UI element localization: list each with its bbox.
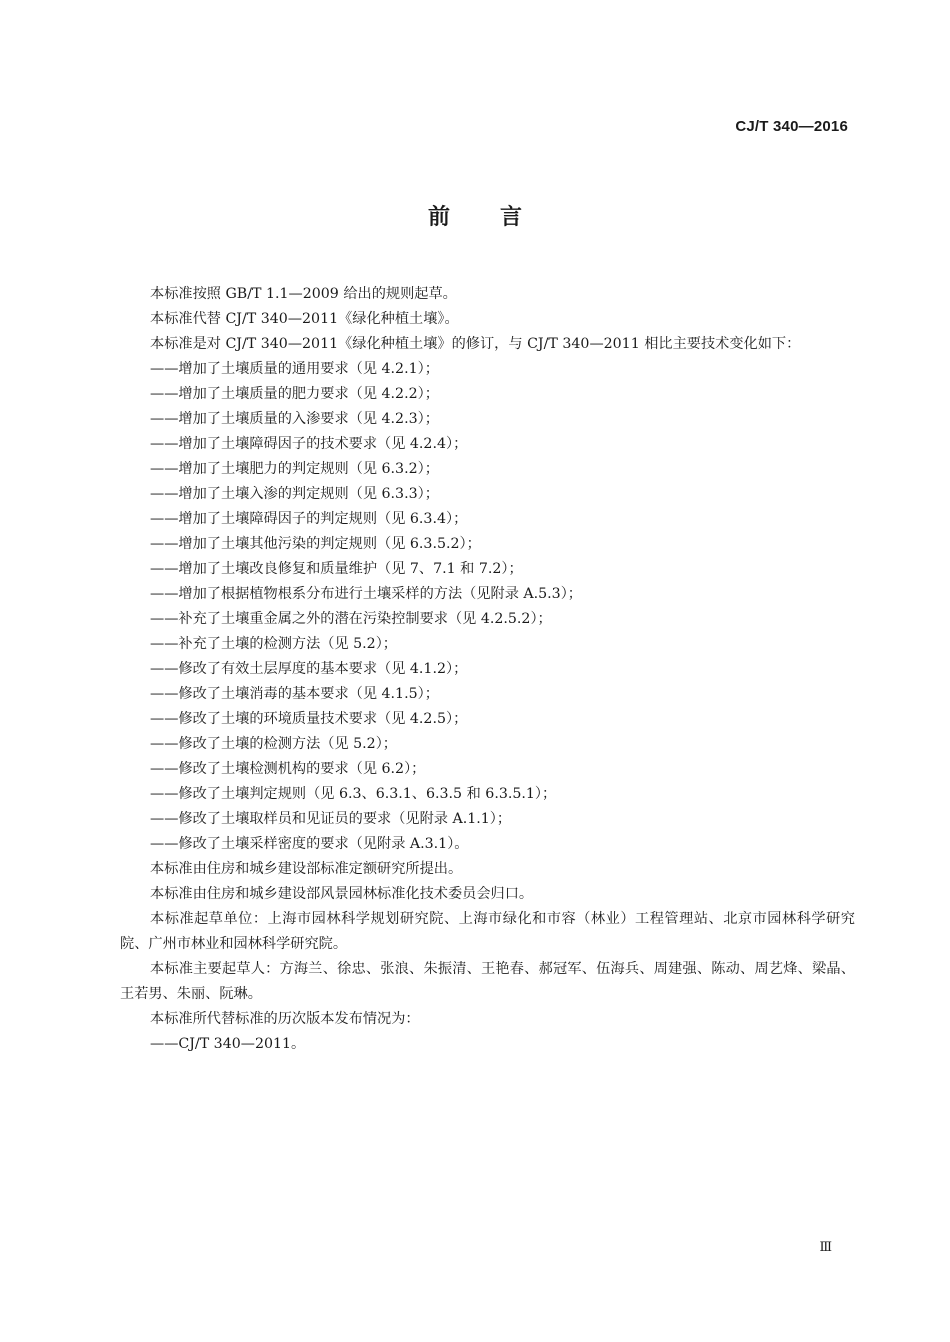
change-item: ——增加了土壤质量的通用要求（见 4.2.1）；: [150, 361, 439, 377]
change-item: ——修改了土壤采样密度的要求（见附录 A.3.1）。: [150, 836, 469, 852]
change-item: ——增加了土壤肥力的判定规则（见 6.3.2）；: [150, 461, 439, 477]
history-intro-paragraph: 本标准所代替标准的历次版本发布情况为：: [150, 1011, 420, 1027]
change-item: ——修改了土壤取样员和见证员的要求（见附录 A.1.1）；: [150, 811, 512, 827]
change-item: ——增加了土壤质量的肥力要求（见 4.2.2）；: [150, 386, 439, 402]
change-item: ——修改了有效土层厚度的基本要求（见 4.1.2）；: [150, 661, 468, 677]
change-item: ——修改了土壤检测机构的要求（见 6.2）；: [150, 761, 426, 777]
intro-paragraph: 本标准是对 CJ/T 340—2011《绿化种植土壤》的修订，与 CJ/T 340—2011 相比主要技术变化如下：: [150, 336, 801, 352]
page-number: Ⅲ: [819, 1240, 832, 1255]
change-item: ——修改了土壤的检测方法（见 5.2）；: [150, 736, 397, 752]
change-item: ——补充了土壤的检测方法（见 5.2）；: [150, 636, 397, 652]
change-item: ——增加了土壤其他污染的判定规则（见 6.3.5.2）；: [150, 536, 481, 552]
change-item: ——增加了土壤入渗的判定规则（见 6.3.3）；: [150, 486, 439, 502]
history-item: ——CJ/T 340—2011。: [150, 1036, 306, 1052]
standard-number: CJ/T 340—2016: [735, 118, 848, 135]
intro-paragraph: 本标准按照 GB/T 1.1—2009 给出的规则起草。: [150, 286, 457, 302]
drafting-units-paragraph: 本标准起草单位：上海市园林科学规划研究院、上海市绿化和市容（林业）工程管理站、北京市园林科学研究院、广州市林业和园林科学研究院。: [120, 911, 855, 952]
intro-paragraph: 本标准代替 CJ/T 340—2011《绿化种植土壤》。: [150, 311, 459, 327]
change-item: ——修改了土壤的环境质量技术要求（见 4.2.5）；: [150, 711, 468, 727]
change-item: ——增加了土壤质量的入渗要求（见 4.2.3）；: [150, 411, 439, 427]
page-title: 前言: [427, 205, 572, 230]
change-item: ——增加了根据植物根系分布进行土壤采样的方法（见附录 A.5.3）；: [150, 586, 582, 602]
change-item: ——增加了土壤障碍因子的技术要求（见 4.2.4）；: [150, 436, 468, 452]
change-item: ——增加了土壤改良修复和质量维护（见 7、7.1 和 7.2）；: [150, 561, 523, 577]
foreword-body: [120, 282, 855, 1057]
drafters-paragraph: 本标准主要起草人：方海兰、徐忠、张浪、朱振清、王艳春、郝冠军、伍海兵、周建强、陈动、周艺烽、梁晶、王若男、朱丽、阮琳。: [120, 961, 855, 1002]
change-item: ——修改了土壤消毒的基本要求（见 4.1.5）；: [150, 686, 439, 702]
change-item: ——补充了土壤重金属之外的潜在污染控制要求（见 4.2.5.2）；: [150, 611, 552, 627]
closing-paragraph: 本标准由住房和城乡建设部风景园林标准化技术委员会归口。: [150, 886, 534, 902]
change-item: ——增加了土壤障碍因子的判定规则（见 6.3.4）；: [150, 511, 468, 527]
change-item: ——修改了土壤判定规则（见 6.3、6.3.1、6.3.5 和 6.3.5.1）；: [150, 786, 557, 802]
closing-paragraph: 本标准由住房和城乡建设部标准定额研究所提出。: [150, 861, 463, 877]
